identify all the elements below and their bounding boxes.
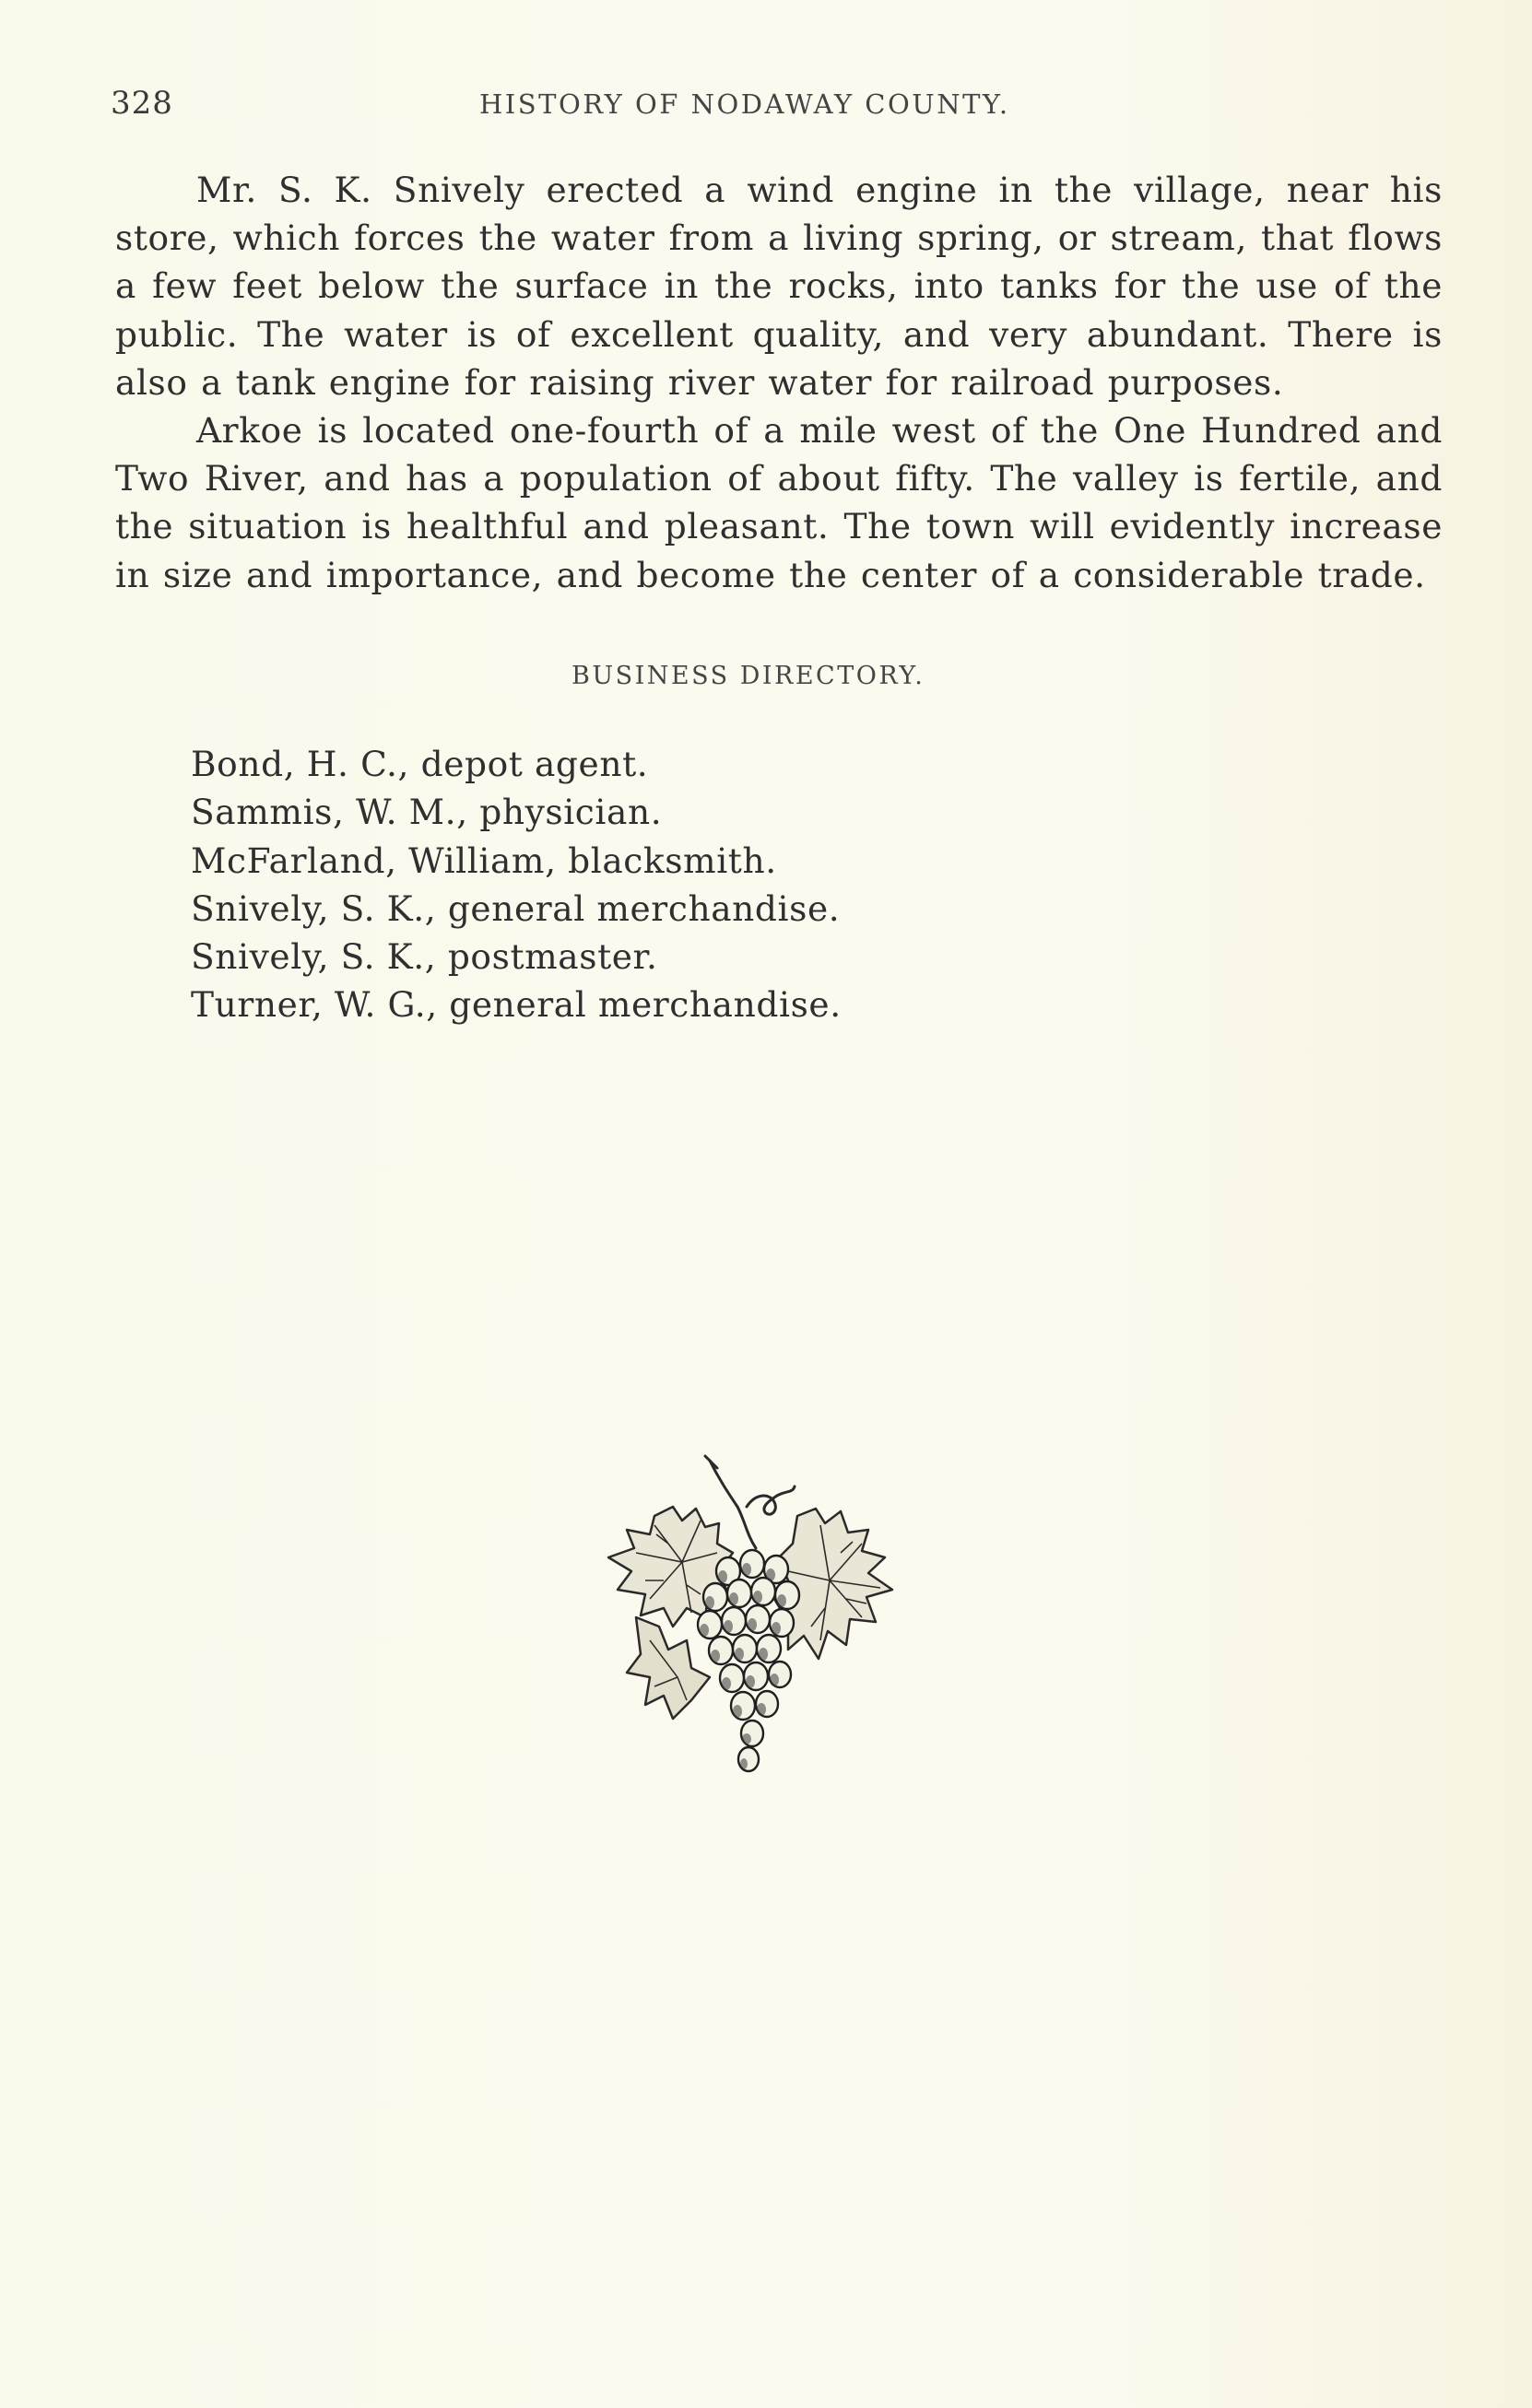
paragraph-arkoe: Arkoe is located one-fourth of a mile west of the One Hundred and Two River, and has a population of about fifty. The valley is fertile, and the situation is healthful and pleasant. The town will evidently increase in size and importance, and become the center of a considerable trade. xyxy=(115,410,1443,595)
running-head: HISTORY OF NODAWAY COUNTY. xyxy=(479,88,1010,120)
directory-entry: Snively, S. K., general merchandise. xyxy=(191,887,841,929)
directory-entry: Turner, W. G., general merchandise. xyxy=(191,984,842,1026)
directory-entry: Sammis, W. M., physician. xyxy=(191,792,663,833)
grape-cluster-icon xyxy=(599,1442,931,1838)
page-header xyxy=(111,85,1438,131)
page-number: 328 xyxy=(111,85,173,122)
business-directory-heading: BUSINESS DIRECTORY. xyxy=(572,662,925,690)
body-text xyxy=(115,166,1443,599)
paragraph-wind-engine: Mr. S. K. Snively erected a wind engine in the village, near his store, which forces the water from a living spring, or stream, that flows a few feet below the surface in the rocks, into tanks for the use of the public. The water is of excellent quality, and very abundant. There is also a tank engine for raising river water for railroad purposes. xyxy=(115,170,1443,403)
business-directory-list xyxy=(191,740,842,1029)
directory-entry: Bond, H. C., depot agent. xyxy=(191,744,649,784)
directory-entry: Snively, S. K., postmaster. xyxy=(191,936,658,978)
directory-entry: McFarland, William, blacksmith. xyxy=(191,840,777,881)
